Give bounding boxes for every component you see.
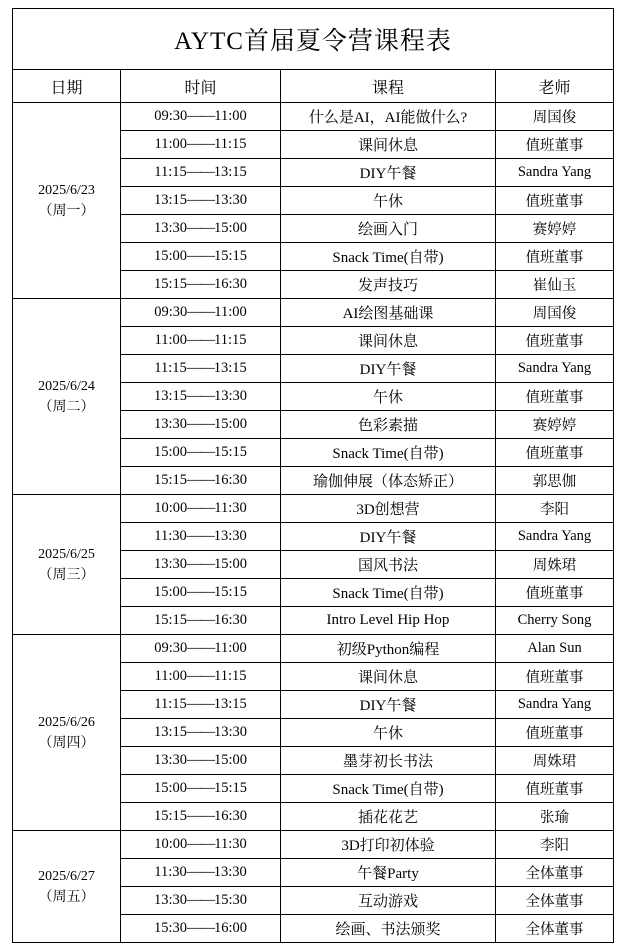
time-end: 11:00 xyxy=(214,640,247,656)
time-separator: —— xyxy=(187,248,214,264)
teacher-cell: 周姝珺 xyxy=(496,747,614,775)
column-header-teacher: 老师 xyxy=(496,70,614,103)
date-value: 2025/6/27 xyxy=(38,868,95,884)
time-start: 15:15 xyxy=(153,612,187,628)
time-start: 10:00 xyxy=(154,836,188,852)
teacher-cell: 值班董事 xyxy=(496,439,614,467)
date-cell xyxy=(13,103,121,299)
time-start: 11:30 xyxy=(154,864,187,880)
course-cell: 绘画、书法颁奖 xyxy=(281,915,496,943)
time-end: 15:15 xyxy=(214,248,248,264)
time-start: 15:00 xyxy=(153,248,187,264)
time-separator: —— xyxy=(187,276,214,292)
weekday-value: （周三） xyxy=(38,567,95,583)
teacher-cell: 值班董事 xyxy=(496,663,614,691)
time-separator: —— xyxy=(187,220,214,236)
time-start: 13:15 xyxy=(153,388,187,404)
time-separator: —— xyxy=(187,892,214,908)
course-cell: Snack Time(自带) xyxy=(281,243,496,271)
time-start: 15:15 xyxy=(153,276,187,292)
teacher-cell: 周姝珺 xyxy=(496,551,614,579)
time-start: 09:30 xyxy=(154,108,188,124)
time-separator: —— xyxy=(187,836,215,852)
time-separator: —— xyxy=(186,696,214,712)
time-start: 13:15 xyxy=(153,724,187,740)
time-cell xyxy=(121,103,281,131)
time-cell xyxy=(121,495,281,523)
time-end: 13:15 xyxy=(213,360,247,376)
time-start: 15:30 xyxy=(153,920,187,936)
course-cell: Intro Level Hip Hop xyxy=(281,607,496,635)
time-separator: —— xyxy=(187,108,215,124)
time-start: 13:30 xyxy=(153,220,187,236)
time-separator: —— xyxy=(187,752,214,768)
time-start: 11:15 xyxy=(154,360,187,376)
time-cell xyxy=(121,299,281,327)
time-separator: —— xyxy=(186,164,214,180)
time-separator: —— xyxy=(187,304,215,320)
time-cell xyxy=(121,383,281,411)
teacher-cell: Cherry Song xyxy=(496,607,614,635)
time-end: 11:30 xyxy=(214,500,247,516)
course-cell: 午休 xyxy=(281,187,496,215)
course-cell: AI绘图基础课 xyxy=(281,299,496,327)
column-header-date: 日期 xyxy=(13,70,121,103)
time-cell xyxy=(121,831,281,859)
time-separator: —— xyxy=(187,556,214,572)
time-cell xyxy=(121,187,281,215)
time-cell xyxy=(121,775,281,803)
weekday-value: （周二） xyxy=(38,399,95,415)
time-end: 16:00 xyxy=(214,920,248,936)
time-end: 16:30 xyxy=(214,612,248,628)
time-cell xyxy=(121,439,281,467)
time-end: 15:15 xyxy=(214,780,248,796)
time-separator: —— xyxy=(187,780,214,796)
time-separator: —— xyxy=(186,360,214,376)
time-end: 15:30 xyxy=(214,892,248,908)
column-header-time: 时间 xyxy=(121,70,281,103)
date-cell xyxy=(13,831,121,943)
table-row xyxy=(13,831,614,859)
time-cell xyxy=(121,887,281,915)
course-cell: 墨芽初长书法 xyxy=(281,747,496,775)
time-cell xyxy=(121,131,281,159)
teacher-cell: Sandra Yang xyxy=(496,523,614,551)
course-cell: 午餐Party xyxy=(281,859,496,887)
table-row xyxy=(13,103,614,131)
table-row xyxy=(13,495,614,523)
date-value: 2025/6/24 xyxy=(38,378,95,394)
weekday-value: （周一） xyxy=(38,203,95,219)
time-separator: —— xyxy=(187,612,214,628)
course-cell: DIY午餐 xyxy=(281,159,496,187)
time-separator: —— xyxy=(187,920,214,936)
schedule-table xyxy=(12,8,614,943)
table-row xyxy=(13,299,614,327)
time-separator: —— xyxy=(187,500,215,516)
time-cell xyxy=(121,159,281,187)
course-cell: 发声技巧 xyxy=(281,271,496,299)
time-start: 11:00 xyxy=(154,136,187,152)
teacher-cell: 值班董事 xyxy=(496,131,614,159)
time-cell xyxy=(121,663,281,691)
course-cell: Snack Time(自带) xyxy=(281,439,496,467)
time-separator: —— xyxy=(187,808,214,824)
time-start: 10:00 xyxy=(154,500,188,516)
time-end: 11:00 xyxy=(214,108,247,124)
course-cell: 插花花艺 xyxy=(281,803,496,831)
time-separator: —— xyxy=(187,136,214,152)
teacher-cell: 赛婷婷 xyxy=(496,215,614,243)
time-cell xyxy=(121,579,281,607)
time-end: 11:00 xyxy=(214,304,247,320)
teacher-cell: 赛婷婷 xyxy=(496,411,614,439)
time-start: 15:15 xyxy=(153,808,187,824)
course-cell: 课间休息 xyxy=(281,327,496,355)
course-cell: DIY午餐 xyxy=(281,523,496,551)
time-cell xyxy=(121,607,281,635)
time-start: 11:15 xyxy=(154,164,187,180)
date-value: 2025/6/25 xyxy=(38,546,95,562)
course-cell: Snack Time(自带) xyxy=(281,579,496,607)
time-cell xyxy=(121,215,281,243)
time-separator: —— xyxy=(187,472,214,488)
time-cell xyxy=(121,915,281,943)
weekday-value: （周五） xyxy=(38,889,95,905)
time-end: 15:00 xyxy=(214,220,248,236)
time-start: 13:30 xyxy=(153,752,187,768)
time-end: 13:30 xyxy=(213,864,247,880)
time-start: 09:30 xyxy=(154,304,188,320)
time-end: 11:15 xyxy=(214,136,247,152)
time-start: 15:00 xyxy=(153,584,187,600)
teacher-cell: Sandra Yang xyxy=(496,159,614,187)
time-separator: —— xyxy=(187,584,214,600)
teacher-cell: 值班董事 xyxy=(496,775,614,803)
time-cell xyxy=(121,719,281,747)
header-row xyxy=(13,70,614,103)
time-cell xyxy=(121,467,281,495)
time-start: 13:30 xyxy=(153,416,187,432)
teacher-cell: 崔仙玉 xyxy=(496,271,614,299)
time-cell xyxy=(121,355,281,383)
time-end: 16:30 xyxy=(214,472,248,488)
time-start: 13:30 xyxy=(153,556,187,572)
time-end: 13:30 xyxy=(213,528,247,544)
time-end: 15:00 xyxy=(214,416,248,432)
time-separator: —— xyxy=(187,444,214,460)
time-end: 15:15 xyxy=(214,444,248,460)
date-value: 2025/6/23 xyxy=(38,182,95,198)
teacher-cell: 李阳 xyxy=(496,831,614,859)
teacher-cell: 周国俊 xyxy=(496,103,614,131)
date-cell xyxy=(13,299,121,495)
time-start: 09:30 xyxy=(154,640,188,656)
time-separator: —— xyxy=(187,416,214,432)
time-cell xyxy=(121,523,281,551)
course-cell: 什么是AI，AI能做什么? xyxy=(281,103,496,131)
time-separator: —— xyxy=(186,528,214,544)
time-separator: —— xyxy=(187,724,214,740)
date-value: 2025/6/26 xyxy=(38,714,95,730)
teacher-cell: 值班董事 xyxy=(496,187,614,215)
teacher-cell: Alan Sun xyxy=(496,635,614,663)
course-cell: 互动游戏 xyxy=(281,887,496,915)
time-cell xyxy=(121,243,281,271)
time-end: 15:15 xyxy=(214,584,248,600)
time-start: 11:00 xyxy=(154,668,187,684)
time-end: 16:30 xyxy=(214,276,248,292)
time-end: 13:30 xyxy=(214,192,248,208)
time-end: 13:15 xyxy=(213,696,247,712)
time-end: 11:30 xyxy=(214,836,247,852)
time-end: 13:15 xyxy=(213,164,247,180)
course-cell: 3D创想营 xyxy=(281,495,496,523)
teacher-cell: Sandra Yang xyxy=(496,355,614,383)
time-cell xyxy=(121,411,281,439)
course-cell: DIY午餐 xyxy=(281,355,496,383)
course-cell: 绘画入门 xyxy=(281,215,496,243)
time-separator: —— xyxy=(186,864,214,880)
time-end: 16:30 xyxy=(214,808,248,824)
time-cell xyxy=(121,551,281,579)
time-start: 15:00 xyxy=(153,780,187,796)
time-start: 15:15 xyxy=(153,472,187,488)
date-cell xyxy=(13,495,121,635)
teacher-cell: Sandra Yang xyxy=(496,691,614,719)
time-start: 15:00 xyxy=(153,444,187,460)
time-start: 11:15 xyxy=(154,696,187,712)
time-end: 11:15 xyxy=(214,332,247,348)
time-start: 13:30 xyxy=(153,892,187,908)
teacher-cell: 郭思伽 xyxy=(496,467,614,495)
schedule-body xyxy=(13,9,614,943)
time-start: 11:00 xyxy=(154,332,187,348)
time-cell xyxy=(121,271,281,299)
time-separator: —— xyxy=(187,192,214,208)
course-cell: 色彩素描 xyxy=(281,411,496,439)
time-separator: —— xyxy=(187,668,214,684)
teacher-cell: 值班董事 xyxy=(496,719,614,747)
teacher-cell: 全体董事 xyxy=(496,859,614,887)
time-separator: —— xyxy=(187,332,214,348)
date-cell xyxy=(13,635,121,831)
course-cell: DIY午餐 xyxy=(281,691,496,719)
time-cell xyxy=(121,635,281,663)
teacher-cell: 全体董事 xyxy=(496,887,614,915)
course-cell: 课间休息 xyxy=(281,131,496,159)
teacher-cell: 周国俊 xyxy=(496,299,614,327)
course-cell: 午休 xyxy=(281,383,496,411)
teacher-cell: 值班董事 xyxy=(496,243,614,271)
course-cell: 课间休息 xyxy=(281,663,496,691)
course-cell: 午休 xyxy=(281,719,496,747)
time-cell xyxy=(121,691,281,719)
teacher-cell: 全体董事 xyxy=(496,915,614,943)
teacher-cell: 值班董事 xyxy=(496,383,614,411)
weekday-value: （周四） xyxy=(38,735,95,751)
time-cell xyxy=(121,803,281,831)
course-cell: 初级Python编程 xyxy=(281,635,496,663)
column-header-course: 课程 xyxy=(281,70,496,103)
title-row xyxy=(13,9,614,70)
time-cell xyxy=(121,859,281,887)
teacher-cell: 值班董事 xyxy=(496,579,614,607)
time-cell xyxy=(121,747,281,775)
teacher-cell: 张瑜 xyxy=(496,803,614,831)
time-end: 11:15 xyxy=(214,668,247,684)
page-title: AYTC首届夏令营课程表 xyxy=(13,9,614,70)
time-end: 15:00 xyxy=(214,556,248,572)
teacher-cell: 李阳 xyxy=(496,495,614,523)
course-cell: 瑜伽伸展（体态矫正） xyxy=(281,467,496,495)
course-cell: Snack Time(自带) xyxy=(281,775,496,803)
time-start: 11:30 xyxy=(154,528,187,544)
time-end: 15:00 xyxy=(214,752,248,768)
time-start: 13:15 xyxy=(153,192,187,208)
time-end: 13:30 xyxy=(214,724,248,740)
time-cell xyxy=(121,327,281,355)
teacher-cell: 值班董事 xyxy=(496,327,614,355)
time-separator: —— xyxy=(187,388,214,404)
time-end: 13:30 xyxy=(214,388,248,404)
course-cell: 国风书法 xyxy=(281,551,496,579)
time-separator: —— xyxy=(187,640,215,656)
course-cell: 3D打印初体验 xyxy=(281,831,496,859)
table-row xyxy=(13,635,614,663)
